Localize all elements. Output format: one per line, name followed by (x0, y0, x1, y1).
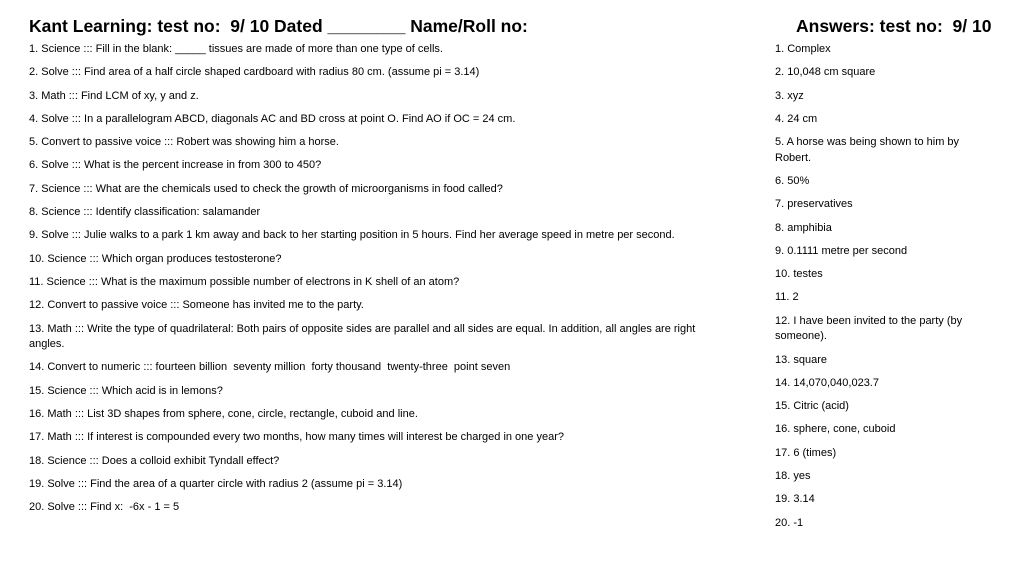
answer-item: 3. xyz (775, 89, 804, 102)
answer-item: 2. 10,048 cm square (775, 66, 876, 79)
question-item: 9. Solve ::: Julie walks to a park 1 km away and back to her starting position in 5 hours. Find her average speed in metre per second. (29, 229, 675, 242)
question-item: 4. Solve ::: In a parallelogram ABCD, diagonals AC and BD cross at point O. Find AO if OC = 24 cm. (29, 112, 516, 125)
question-item: 11. Science ::: What is the maximum possible number of electrons in K shell of an atom? (29, 275, 460, 288)
question-item: 6. Solve ::: What is the percent increase in from 300 to 450? (29, 159, 322, 172)
question-item: 5. Convert to passive voice ::: Robert was showing him a horse. (29, 136, 339, 149)
question-item: 16. Math ::: List 3D shapes from sphere, cone, circle, rectangle, cuboid and line. (29, 407, 418, 420)
question-item: 13. Math ::: Write the type of quadrilateral: Both pairs of opposite sides are parallel and all sides are equal. In addition, all angles are right angles. (29, 322, 699, 351)
answer-item: 9. 0.1111 metre per second (775, 244, 908, 257)
question-item: 20. Solve ::: Find x: -6x - 1 = 5 (29, 501, 180, 514)
answer-item: 5. A horse was being shown to him by Robert. (775, 136, 963, 164)
answer-list (775, 42, 975, 539)
answer-item: 1. Complex (775, 43, 831, 55)
question-item: 2. Solve ::: Find area of a half circle shaped cardboard with radius 80 cm. (assume pi = 3.14) (29, 66, 480, 79)
answer-item: 13. square (775, 353, 827, 366)
answer-item: 6. 50% (775, 174, 810, 187)
question-list (29, 42, 729, 523)
question-item: 18. Science ::: Does a colloid exhibit Tyndall effect? (29, 454, 280, 467)
question-item: 15. Science ::: Which acid is in lemons? (29, 384, 223, 397)
answer-item: 18. yes (775, 470, 811, 483)
answer-item: 17. 6 (times) (775, 446, 837, 459)
answer-item: 19. 3.14 (775, 493, 815, 506)
question-item: 1. Science ::: Fill in the blank: _____ tissues are made of more than one type of cells. (29, 43, 443, 55)
question-item: 8. Science ::: Identify classification: salamander (29, 206, 261, 219)
answer-item: 12. I have been invited to the party (by someone). (775, 314, 966, 343)
answer-item: 14. 14,070,040,023.7 (775, 376, 879, 389)
question-item: 17. Math ::: If interest is compounded every two months, how many times will interest be charged in one year? (29, 431, 564, 444)
answer-item: 11. 2 (775, 291, 799, 304)
question-item: 19. Solve ::: Find the area of a quarter circle with radius 2 (assume pi = 3.14) (29, 477, 403, 490)
question-item: 7. Science ::: What are the chemicals used to check the growth of microorganisms in food called? (29, 182, 503, 195)
test-title: Kant Learning: test no: 9/ 10 Dated ________ Name/Roll no: (29, 16, 528, 36)
question-item: 12. Convert to passive voice ::: Someone has invited me to the party. (29, 299, 364, 312)
answer-item: 20. -1 (775, 516, 804, 529)
question-item: 14. Convert to numeric ::: fourteen billion seventy million forty thousand twenty-three point seven (29, 361, 511, 374)
answers-title: Answers: test no: 9/ 10 (796, 16, 992, 36)
answer-item: 7. preservatives (775, 198, 853, 211)
answer-item: 16. sphere, cone, cuboid (775, 423, 896, 436)
question-item: 10. Science ::: Which organ produces testosterone? (29, 252, 282, 265)
answer-item: 8. amphibia (775, 221, 832, 234)
answer-item: 10. testes (775, 268, 823, 281)
question-item: 3. Math ::: Find LCM of xy, y and z. (29, 89, 199, 102)
answer-item: 4. 24 cm (775, 112, 818, 125)
answer-item: 15. Citric (acid) (775, 400, 849, 413)
